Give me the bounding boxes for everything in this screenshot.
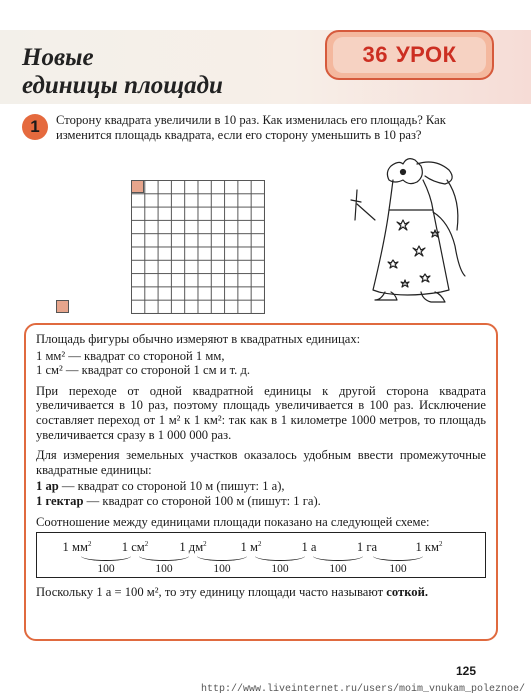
conversion-arc	[197, 551, 247, 561]
title-line-1: Новые	[22, 44, 94, 71]
ar-definition: — квадрат со стороной 10 м (пишут: 1 а),	[58, 479, 285, 494]
definition-mm2: 1 мм² — квадрат со стороной 1 мм,	[36, 348, 225, 363]
rule-definitions	[36, 349, 486, 378]
rule-land-units	[36, 479, 486, 508]
hectare-definition: — квадрат со стороной 100 м (пишут: 1 га).	[83, 493, 321, 508]
unit-label: 1 $мм^2$	[62, 540, 92, 555]
unit-label: 1 га	[356, 540, 378, 555]
units-scheme	[36, 532, 486, 578]
unit-label: 1 $дм^2$	[179, 540, 207, 555]
task-number-badge: 1	[22, 114, 48, 140]
page-title	[22, 44, 223, 100]
footer-url[interactable]: http://www.liveinternet.ru/users/moim_vnukam_poleznoe/	[200, 684, 525, 695]
conversion-arc	[255, 551, 305, 561]
conversion-factor: 100	[97, 563, 115, 576]
conversion-factor: 100	[329, 563, 347, 576]
lesson-label: УРОК	[395, 42, 457, 67]
unit-label: 1 а	[301, 540, 317, 555]
rule-box	[24, 323, 498, 641]
rule-sotka	[36, 585, 486, 600]
task-text: Сторону квадрата увеличили в 10 раз. Как изменилась его площадь? Как изменится площадь квадрата, если его сторону уменьшить в 10 раз?	[56, 113, 446, 142]
page-number: 125	[455, 664, 476, 678]
rule-conversion: При переходе от одной квадратной единицы к другой сторона квадрата увеличивается в 10 раз, поэтому площадь увеличивается в 100 раз. Исключение составляет переход от 1 м² к 1 км²: так как в 1 километре 1000 метров, то площадь увеличивается сразу в 1 000 000 раз.	[36, 383, 486, 442]
unit-label: 1 $км^2$	[415, 540, 443, 555]
conversion-arc	[81, 551, 131, 561]
conversion-factor: 100	[271, 563, 289, 576]
lesson-badge	[325, 30, 494, 80]
unit-label: 1 $см^2$	[121, 540, 149, 555]
conversion-factor: 100	[213, 563, 231, 576]
ar-term: 1 ар	[36, 479, 59, 494]
title-line-2: единицы площади	[22, 72, 223, 99]
conversion-arc	[373, 551, 423, 561]
small-square	[56, 300, 69, 313]
grid-highlighted-cell	[131, 180, 144, 193]
conversion-arc	[139, 551, 189, 561]
conversion-arc	[313, 551, 363, 561]
rule-land-units-intro: Для измерения земельных участков оказалось удобным ввести промежуточные квадратные единицы:	[36, 448, 486, 477]
lesson-badge-inner	[333, 37, 486, 73]
rule-intro: Площадь фигуры обычно измеряют в квадратных единицах:	[36, 332, 361, 346]
conversion-factor: 100	[155, 563, 173, 576]
lesson-number: 36	[362, 42, 388, 67]
sotka-term: соткой.	[386, 585, 428, 600]
unit-label: 1 $м^2$	[240, 540, 262, 555]
rule-scheme-intro: Соотношение между единицами площади показано на следующей схеме:	[36, 514, 430, 529]
definition-cm2: 1 см² — квадрат со стороной 1 см и т. д.	[36, 363, 251, 378]
sotka-text: Поскольку 1 а = 100 м², то эту единицу площади часто называют	[36, 585, 387, 600]
hectare-term: 1 гектар	[36, 493, 84, 508]
big-square-grid	[131, 180, 265, 314]
wizard-dog-illustration	[345, 150, 475, 310]
conversion-factor: 100	[389, 563, 407, 576]
